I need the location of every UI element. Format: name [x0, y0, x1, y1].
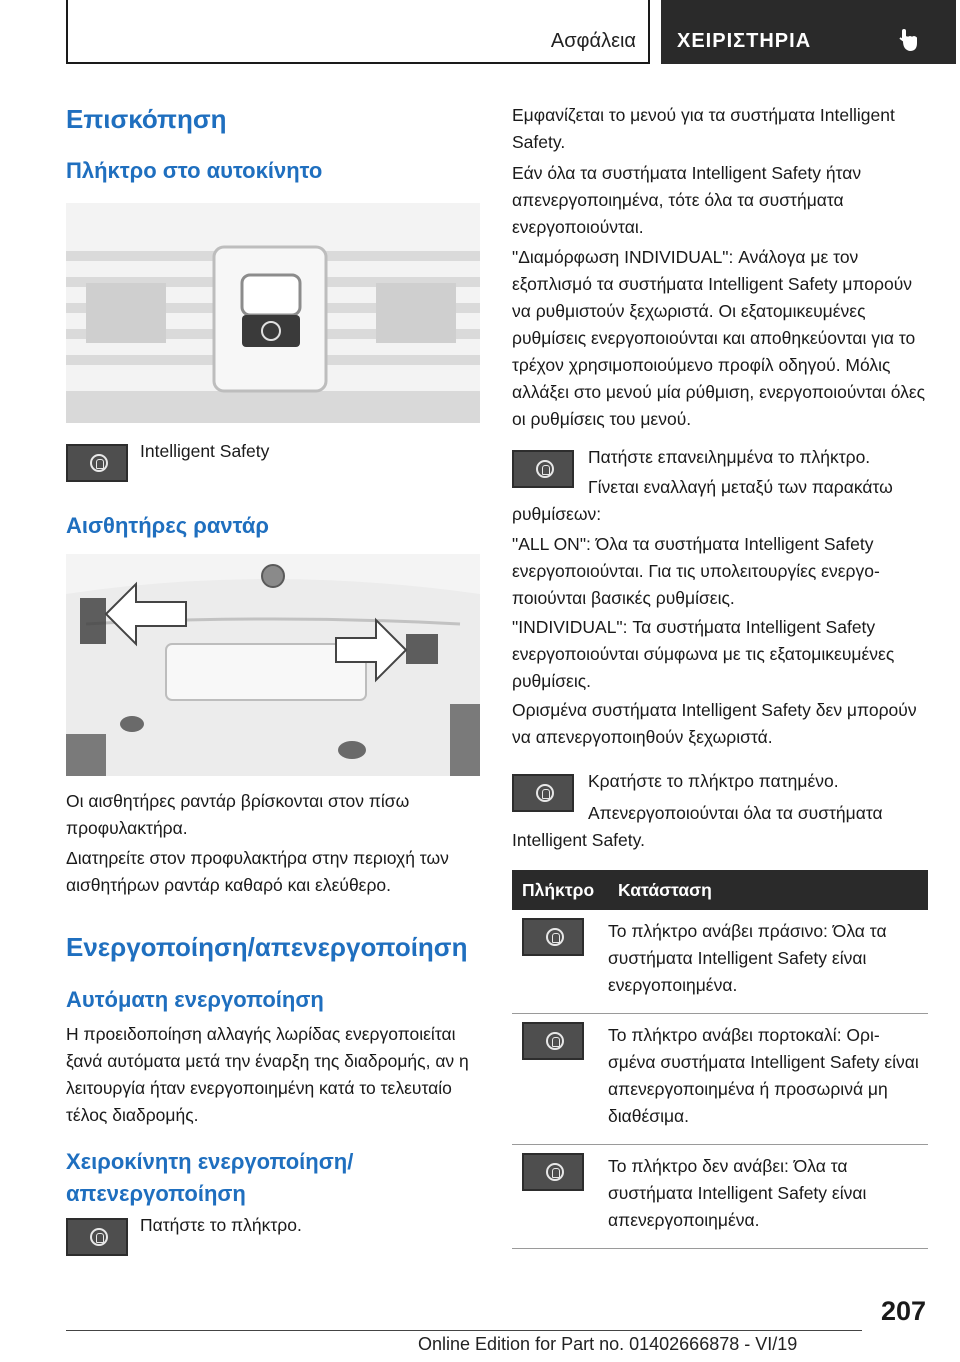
heading-overview: Επισκόπηση — [66, 104, 227, 134]
right-text-7: "INDIVIDUAL": Τα συστήματα Intelligent Safety ενεργοποιούνται σύμφωνα με τις εξατομικευμένες ρυθμίσεις. — [512, 617, 895, 691]
intelligent-safety-button-icon — [522, 1022, 584, 1060]
edition-text: Online Edition for Part no. 01402666878 - VI/19 — [418, 1334, 798, 1354]
caption-intelligent-safety: Intelligent Safety — [140, 441, 270, 461]
right-text-3: "Διαμόρφωση INDIVIDUAL": Ανάλογα με τον εξοπλισμό τα συστήματα Intelligent Safety μπορούν να ρυθμιστούν ξεχωριστά. Οι εξατομικευμένες ρυθμίσεις ενεργοποιούνται και αποθηκεύονται για το τρέχον χρησιμοποιούμενο προφίλ οδηγού. Μόλις αλλάξει στο μενού μία ρύθμιση, ενεργοποιούνται όλες οι ρυθμίσεις του μενού. — [512, 247, 926, 429]
table-header-row — [512, 870, 928, 910]
table-row — [512, 1145, 928, 1249]
heading-manual-activation: Χειροκίνητη ενεργοποίηση/απενεργοποίηση — [66, 1149, 354, 1206]
dashboard-button-image — [66, 203, 480, 423]
footer-divider — [66, 1330, 862, 1331]
heading-auto-activation: Αυτόματη ενεργοποίηση — [66, 987, 324, 1012]
radar-sensor-image — [66, 554, 480, 776]
right-text-9: Κρατήστε το πλήκτρο πατημένο. — [588, 771, 839, 791]
intelligent-safety-button-icon — [66, 444, 128, 482]
chapter-tab — [661, 0, 956, 64]
button-status-table — [512, 870, 928, 1249]
table-cell-state: Το πλήκτρο ανάβει πορτοκαλί: Ορισμένα συστήματα Intelligent Safety είναι απενεργοποιημένα ή προσωρινά μη διαθέσιμα. — [608, 1014, 928, 1145]
chapter-title: ΧΕΙΡΙΣΤΗΡΙΑ — [677, 30, 812, 52]
right-text-6: "ALL ON": Όλα τα συστήματα Intelligent Safety ενεργοποιούνται. Για τις υπολειτουργίες ενεργοποιούνται βασικές ρυθμίσεις. — [512, 534, 880, 608]
right-text-8: Ορισμένα συστήματα Intelligent Safety δεν μπορούν να απενεργοποιηθούν ξεχωριστά. — [512, 700, 917, 747]
right-text-2: Εάν όλα τα συστήματα Intelligent Safety ήταν απενεργοποιημένα, τότε όλα τα συστήματα ενεργοποιούνται. — [512, 163, 862, 237]
table-row — [512, 910, 928, 1014]
heading-activation: Ενεργοποίηση/απενεργοποίηση — [66, 932, 468, 962]
col-header-key: Πλήκτρο — [512, 870, 608, 910]
heading-radar-sensors: Αισθητήρες ραντάρ — [66, 513, 269, 538]
intelligent-safety-button-icon — [522, 1153, 584, 1191]
table-row — [512, 1014, 928, 1145]
hand-pointer-icon — [896, 28, 918, 52]
intelligent-safety-button-icon — [522, 918, 584, 956]
page-number: 207 — [880, 1296, 926, 1326]
auto-activation-text: Η προειδοποίηση αλλαγής λωρίδας ενεργοποιείται ξανά αυτόματα μετά την έναρξη της διαδρομής, αν η λειτουργία ήταν ενεργοποιημένη κατά το τελευταίο τέλος διαδρομής. — [66, 1024, 469, 1125]
section-tab — [66, 0, 650, 64]
right-text-5: Γίνεται εναλλαγή μεταξύ των παρακάτω ρυθμίσεων: — [512, 477, 893, 524]
table-cell-state: Το πλήκτρο δεν ανάβει: Όλα τα συστήματα Intelligent Safety είναι απενεργοποιημένα. — [608, 1145, 928, 1249]
col-header-state: Κατάσταση — [608, 870, 928, 910]
right-text-10: Απενεργοποιούνται όλα τα συστήματα Intelligent Safety. — [512, 803, 883, 850]
heading-button-in-car: Πλήκτρο στο αυτοκίνητο — [66, 158, 323, 183]
right-text-4: Πατήστε επανειλημμένα το πλήκτρο. — [588, 447, 871, 467]
right-text-1: Εμφανίζεται το μενού για τα συστήματα Intelligent Safety. — [512, 105, 895, 152]
table-cell-state: Το πλήκτρο ανάβει πράσινο: Όλα τα συστήματα Intelligent Safety είναι ενεργοποιημένα. — [608, 910, 928, 1014]
manual-press-text: Πατήστε το πλήκτρο. — [140, 1215, 302, 1235]
intelligent-safety-button-icon — [66, 1218, 128, 1256]
section-title: Ασφάλεια — [550, 30, 636, 52]
page-header — [66, 0, 956, 66]
radar-text-1: Οι αισθητήρες ραντάρ βρίσκονται στον πίσω προφυλακτήρα. — [66, 791, 410, 838]
radar-text-2: Διατηρείτε στον προφυλακτήρα στην περιοχή των αισθητήρων ραντάρ καθαρό και ελεύθερο. — [66, 848, 449, 895]
